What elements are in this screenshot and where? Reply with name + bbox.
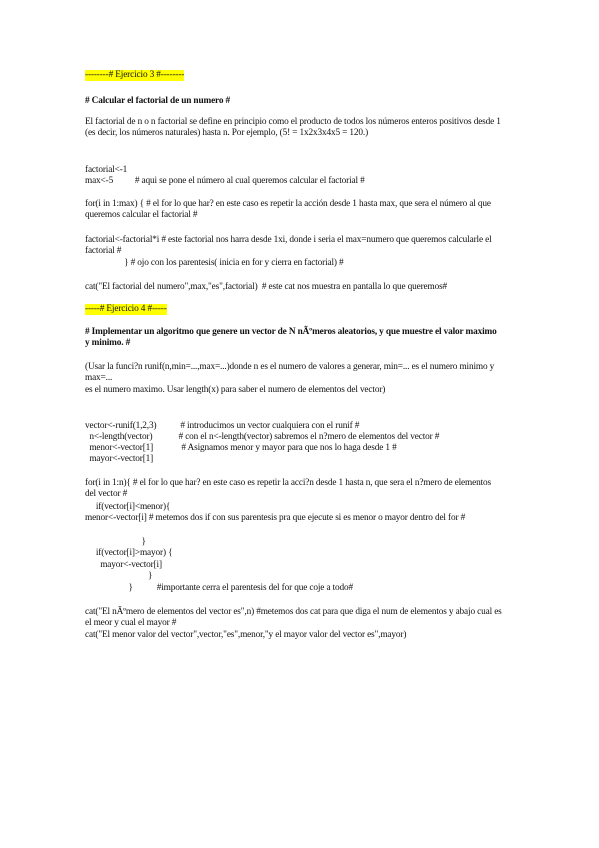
- code-line: if(vector[i]<menor){: [85, 502, 171, 512]
- code-line: for(i in 1:max) { # el for lo que har? en este caso es repetir la acción desde 1 hasta max, que sera el número al que queremos calcular el factorial #: [85, 199, 491, 220]
- code-line: }: [85, 571, 153, 581]
- code-line: cat("El factorial del numero",max,"es",factorial) # este cat nos muestra en pantalla lo que queremos#: [85, 282, 448, 292]
- code-line: } # ojo con los parentesis( inicia en for y cierra en factorial) #: [85, 258, 344, 268]
- code-line: } #importante cerra el parentesis del for que coje a todo#: [85, 583, 354, 593]
- code-line: cat("El nÃºmero de elementos del vector es",n) #metemos dos cat para que diga el num de elementos y abajo cual es el meor y cual el mayor #: [85, 607, 502, 628]
- code-line: mayor<-vector[1]: [85, 454, 154, 464]
- code-line: menor<-vector[i] # metemos dos if con sus parentesis pra que ejecute si es menor o mayor dentro del for #: [85, 513, 466, 523]
- exercise-3-title: # Calcular el factorial de un numero #: [85, 96, 231, 106]
- exercise-4-description: (Usar la funci?n runif(n,min=...,max=...)donde n es el numero de valores a generar, min=... es el numero minimo y max=...: [85, 362, 495, 383]
- code-line: factorial<-factorial*i # este factorial nos harra desde 1xi, donde i seria el max=numero que queremos calcularle el factorial #: [85, 235, 492, 256]
- code-line: max<-5 # aqui se pone el número al cual queremos calcular el factorial #: [85, 176, 365, 186]
- code-line: vector<-runif(1,2,3) # introducimos un vector cualquiera con el runif #: [85, 421, 360, 431]
- code-line: if(vector[i]>mayor) {: [85, 548, 173, 558]
- code-line: n<-length(vector) # con el n<-length(vector) sabremos el n?mero de elementos del vector #: [85, 432, 440, 442]
- code-line: menor<-vector[1] # Asignamos menor y mayor para que nos lo haga desde 1 #: [85, 443, 397, 453]
- code-line: factorial<-1: [85, 165, 128, 175]
- exercise-4-description-2: es el numero maximo. Usar length(x) para saber el numero de elementos del vector): [85, 385, 386, 395]
- exercise-3-header: --------# Ejercicio 3 #--------: [85, 70, 185, 80]
- code-line: cat("El menor valor del vector",vector,"es",menor,"y el mayor valor del vector es",mayor): [85, 630, 407, 640]
- code-line: mayor<-vector[i]: [85, 560, 162, 570]
- exercise-3-description: El factorial de n o n factorial se define en principio como el producto de todos los números enteros positivos desde 1 (es decir, los números naturales) hasta n. Por ejemplo, (5! = 1x2x3x4x5 = 120.): [85, 117, 501, 138]
- code-line: for(i in 1:n){ # el for lo que har? en este caso es repetir la acci?n desde 1 hasta n, que sera el n?mero de elementos del vector #: [85, 478, 491, 499]
- code-line: }: [85, 537, 146, 547]
- exercise-4-header: -----# Ejercicio 4 #-----: [85, 304, 167, 314]
- exercise-4-title: # Implementar un algoritmo que genere un vector de N nÃºmeros aleatorios, y que muestre el valor maximo y minimo. #: [85, 327, 497, 348]
